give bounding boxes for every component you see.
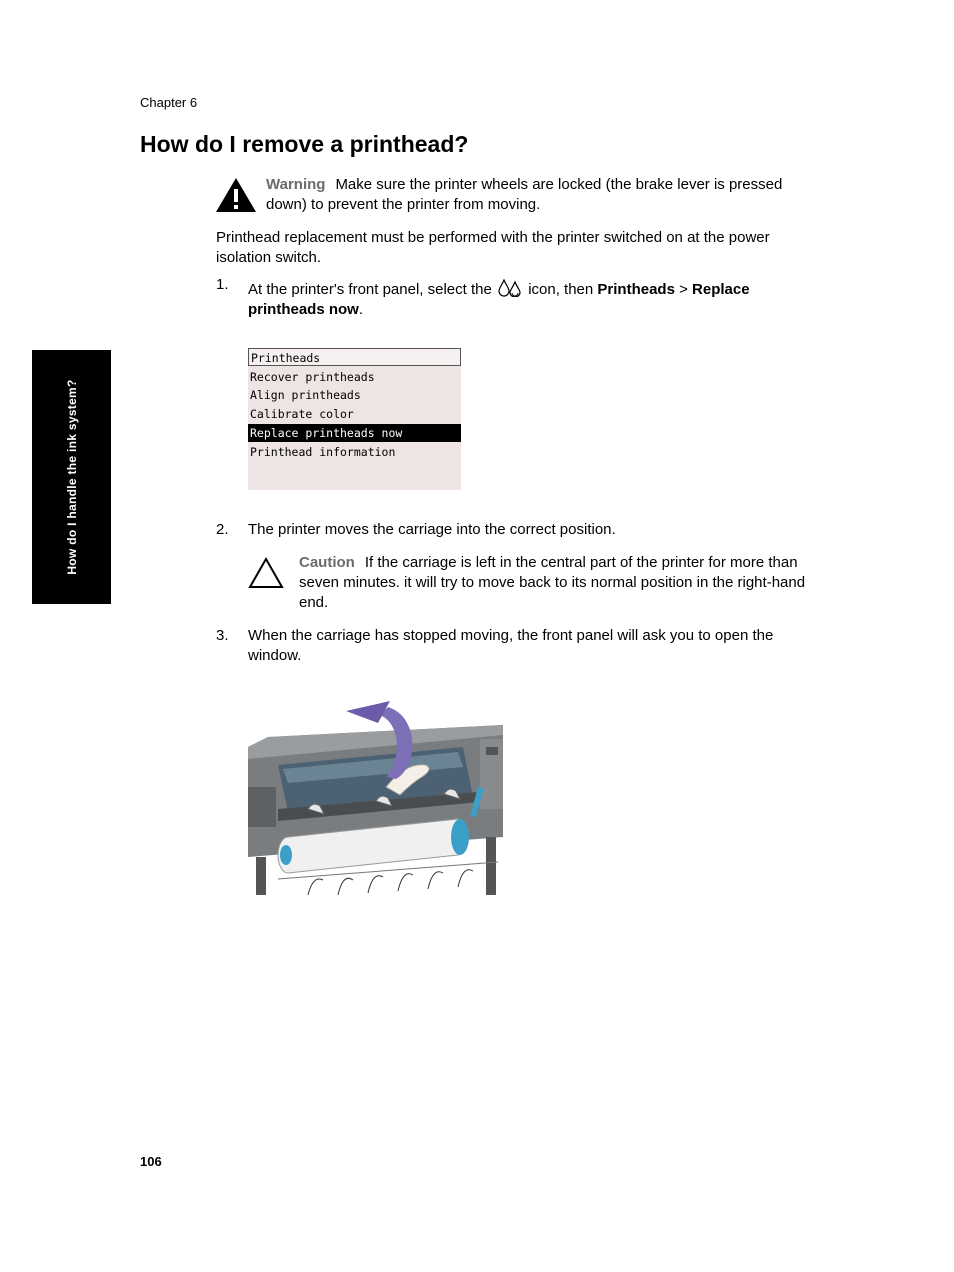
menu-item-align: Align printheads: [250, 388, 361, 402]
caution-note: [299, 553, 809, 613]
caution-icon: [248, 557, 284, 589]
menu-item-replace-selected: Replace printheads now: [248, 424, 461, 442]
menu-item-recover: Recover printheads: [250, 370, 375, 384]
page-number: 106: [140, 1154, 162, 1169]
caution-label: Caution: [299, 554, 355, 571]
warning-icon: [214, 176, 258, 214]
step-2-number: 2.: [216, 521, 229, 538]
step-1-menu-printheads: Printheads: [597, 281, 675, 298]
ink-drops-icon: [498, 279, 522, 297]
step-2-text: The printer moves the carriage into the correct position.: [248, 521, 616, 538]
step-1-separator: >: [679, 281, 688, 298]
step-3-text: When the carriage has stopped moving, the front panel will ask you to open the window.: [248, 627, 774, 664]
step-3-number: 3.: [216, 627, 229, 644]
warning-label: Warning: [266, 176, 326, 193]
printer-illustration: [248, 697, 503, 895]
step-1-text: [248, 279, 808, 320]
menu-item-calibrate: Calibrate color: [250, 407, 354, 421]
chapter-side-tab: [32, 350, 111, 604]
menu-header: Printheads: [248, 348, 461, 366]
step-1-pre: At the printer's front panel, select the: [248, 281, 492, 298]
caution-text: If the carriage is left in the central part of the printer for more than seven minutes. it will try to move back to its normal position in the right-hand end.: [299, 554, 806, 611]
side-tab-label: How do I handle the ink system?: [64, 379, 79, 575]
step-1-end: .: [358, 301, 364, 318]
menu-item-information: Printhead information: [250, 445, 396, 459]
step-1-mid: icon, then: [528, 281, 594, 298]
page-title: How do I remove a printhead?: [140, 131, 469, 157]
step-1-menu-replace: Replace printheads now: [248, 281, 750, 318]
intro-paragraph: Printhead replacement must be performed with the printer switched on at the power isolation switch.: [216, 229, 770, 266]
front-panel-menu: [248, 348, 461, 490]
warning-text: Make sure the printer wheels are locked (the brake lever is pressed down) to prevent the printer from moving.: [266, 176, 783, 213]
step-1-number: 1.: [216, 276, 229, 293]
warning-note: [266, 175, 826, 215]
chapter-label: Chapter 6: [140, 95, 198, 110]
